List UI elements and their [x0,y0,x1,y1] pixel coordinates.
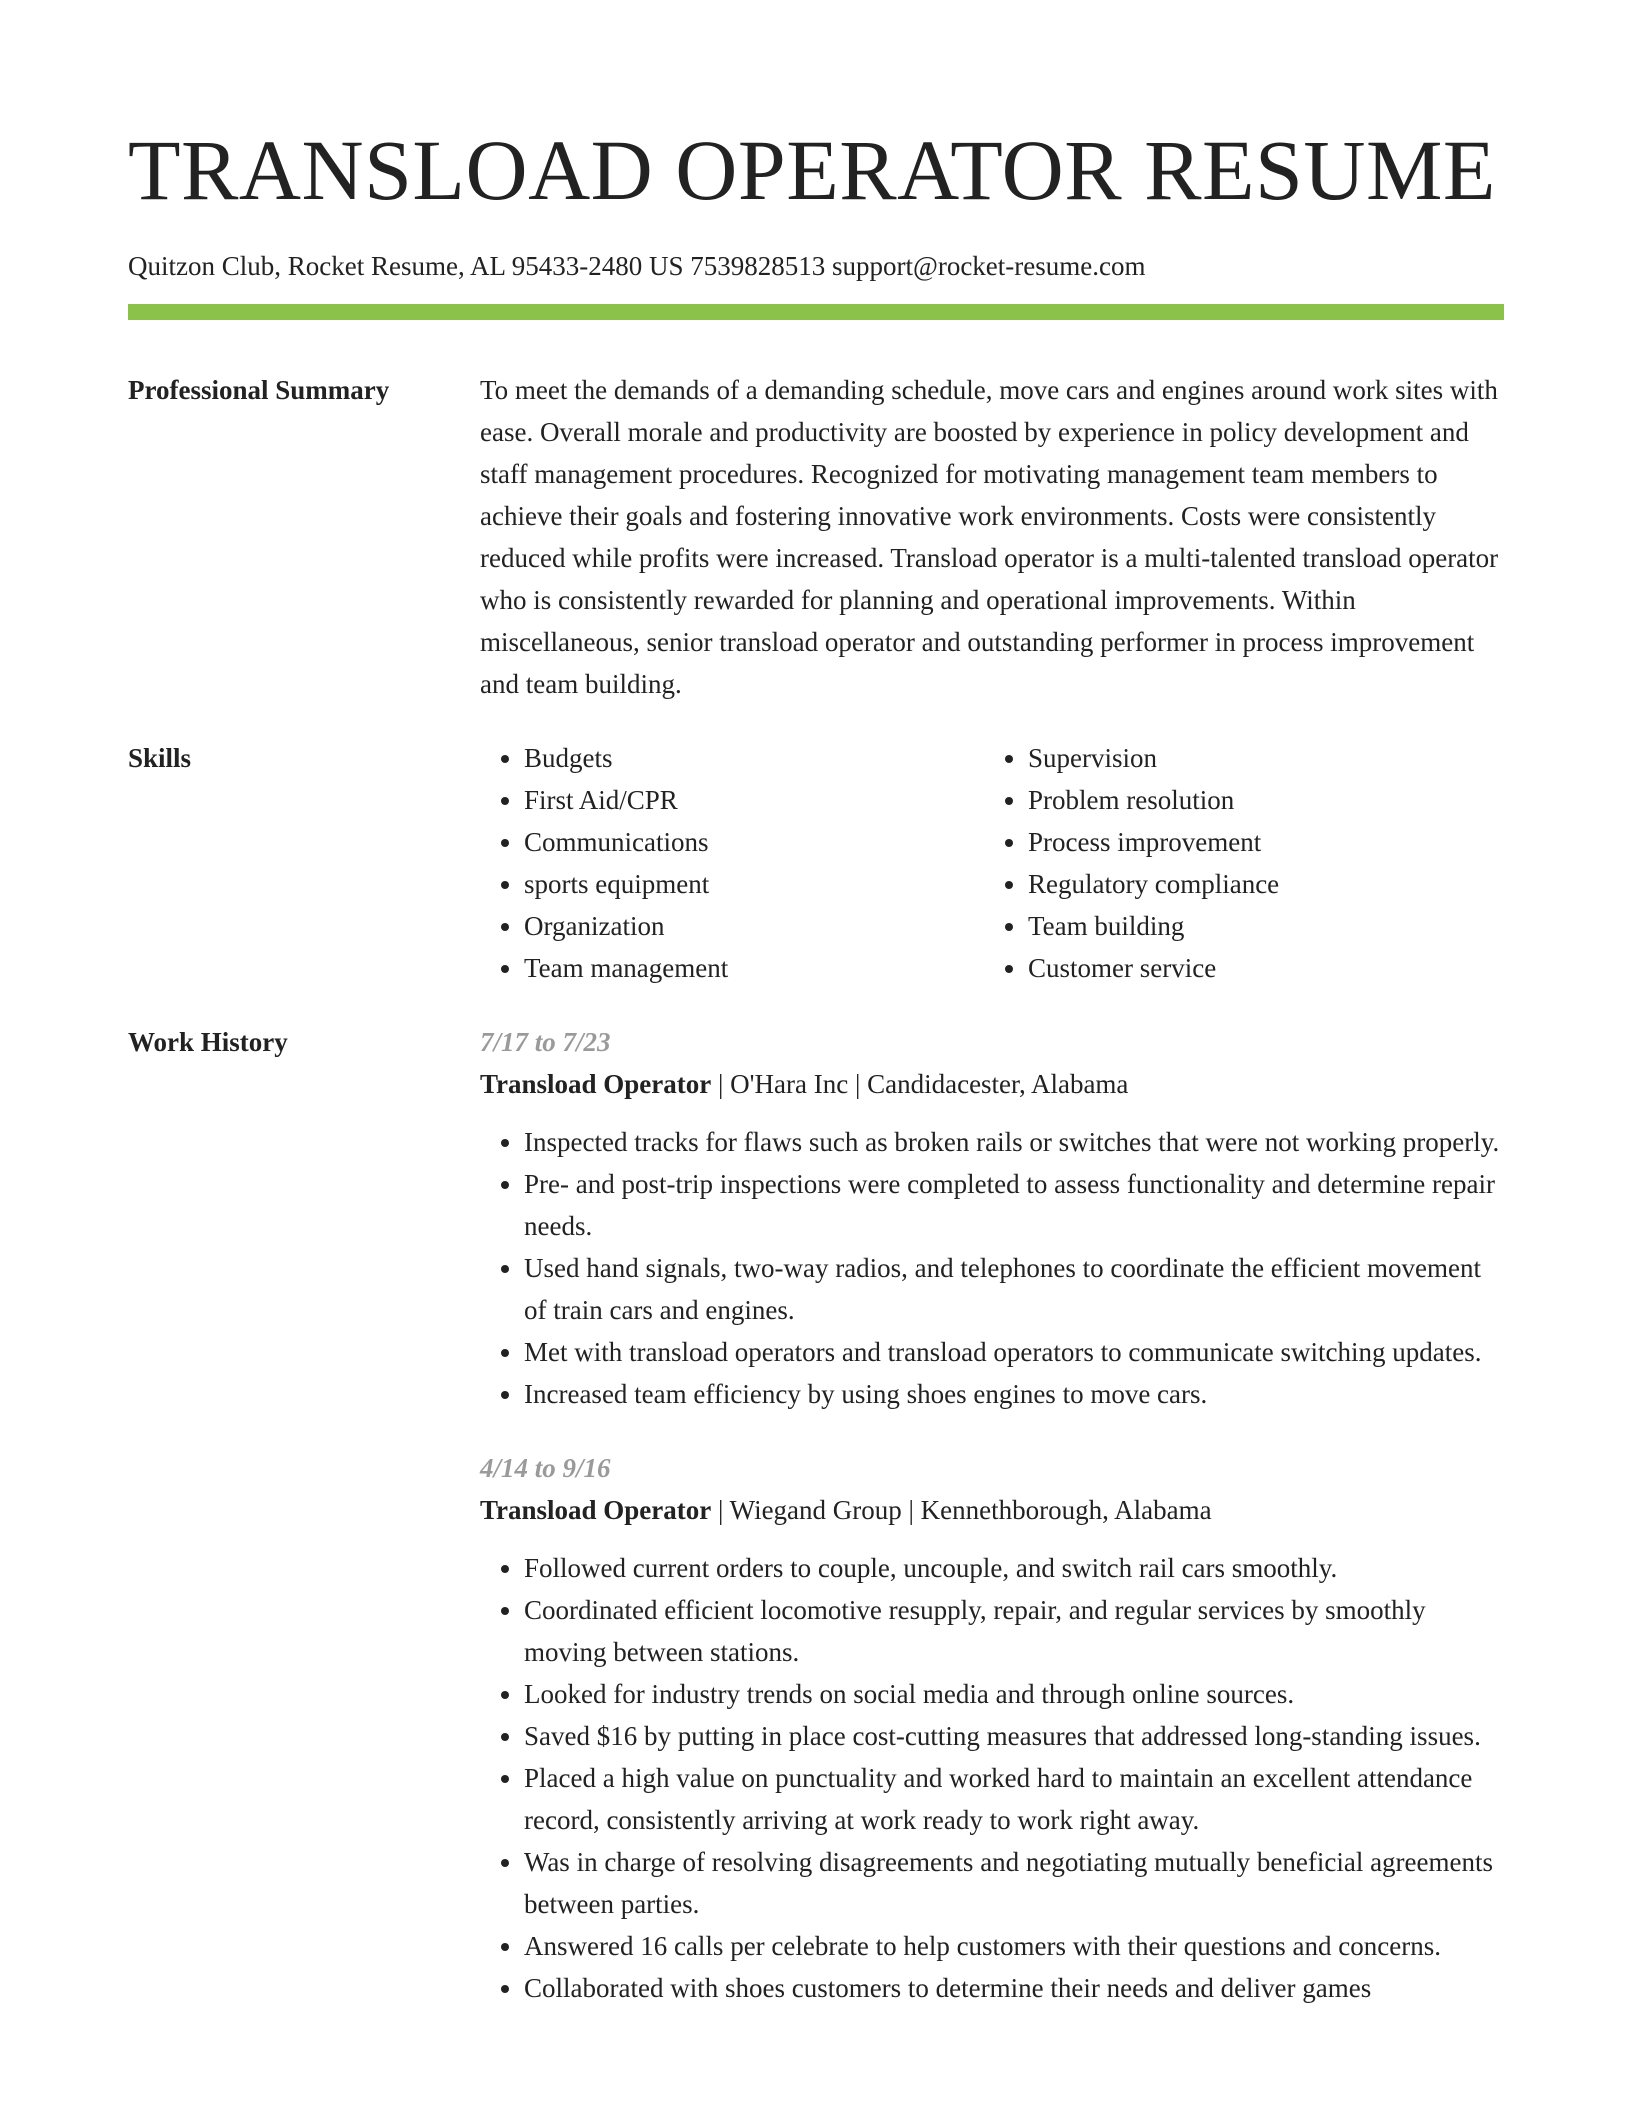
skill-item: • Process improvement [1028,821,1488,863]
job-bullet: • Was in charge of resolving disagreements and negotiating mutually beneficial agreements between parties. [524,1841,1504,1925]
summary-heading: Professional Summary [128,375,390,405]
skill-item: • First Aid/CPR [524,779,984,821]
job-title: Transload Operator [480,1495,712,1525]
skill-item: • Organization [524,905,984,947]
skill-item: • Supervision [1028,737,1488,779]
skill-item: • Customer service [1028,947,1488,989]
summary-text: To meet the demands of a demanding schedule, move cars and engines around work sites with ease. Overall morale and productivity are boosted by experience in policy development and staff management procedures. Recognized for motivating management team members to achieve their goals and fostering innovative work environments. Costs were consistently reduced while profits were increased. Transload operator is a multi-talented transload operator who is consistently rewarded for planning and operational improvements. Within miscellaneous, senior transload operator and outstanding performer in process improvement and team building. [480,375,1499,699]
skills-list-right [984,737,1488,989]
job-bullets [480,1121,1504,1415]
skill-item: • Problem resolution [1028,779,1488,821]
job-bullet: • Used hand signals, two-way radios, and telephones to coordinate the efficient movement of train cars and engines. [524,1247,1504,1331]
contact-line [128,248,1504,284]
job-bullet: • Met with transload operators and transload operators to communicate switching updates. [524,1331,1504,1373]
job-bullet: • Collaborated with shoes customers to determine their needs and deliver games [524,1967,1504,2009]
job-dates: 4/14 to 9/16 [480,1453,611,1483]
job-bullet: • Inspected tracks for flaws such as broken rails or switches that were not working properly. [524,1121,1504,1163]
job-header [480,1489,1504,1531]
job-bullet: • Increased team efficiency by using shoes engines to move cars. [524,1373,1504,1415]
job-details: | O'Hara Inc | Candidacester, Alabama [711,1069,1129,1099]
job-entry [480,1021,1504,1415]
job-bullet: • Coordinated efficient locomotive resupply, repair, and regular services by smoothly moving between stations. [524,1589,1504,1673]
contact-phone: 7539828513 [690,251,826,281]
skills-list-left [480,737,984,989]
skills-heading: Skills [128,743,192,773]
job-dates: 7/17 to 7/23 [480,1027,611,1057]
skill-item: • Communications [524,821,984,863]
skills-section [128,737,1504,989]
skill-item: • Team building [1028,905,1488,947]
skill-item: • sports equipment [524,863,984,905]
job-details: | Wiegand Group | Kennethborough, Alabama [711,1495,1212,1525]
summary-section [128,369,1504,705]
job-bullets [480,1547,1504,2009]
work-history-section [128,1021,1504,2041]
job-entry [480,1447,1504,2009]
job-title: Transload Operator [480,1069,712,1099]
work-history-heading: Work History [128,1027,288,1057]
job-bullet: • Placed a high value on punctuality and worked hard to maintain an excellent attendance record, consistently arriving at work ready to work right away. [524,1757,1504,1841]
job-header [480,1063,1504,1105]
contact-address: Quitzon Club, Rocket Resume, AL 95433-2480 US [128,251,684,281]
skill-item: • Budgets [524,737,984,779]
accent-divider [128,304,1504,320]
job-bullet: • Followed current orders to couple, uncouple, and switch rail cars smoothly. [524,1547,1504,1589]
job-bullet: • Answered 16 calls per celebrate to help customers with their questions and concerns. [524,1925,1504,1967]
contact-email: support@rocket-resume.com [831,251,1146,281]
resume-title: TRANSLOAD OPERATOR RESUME [128,122,1496,218]
skill-item: • Regulatory compliance [1028,863,1488,905]
job-bullet: • Looked for industry trends on social media and through online sources. [524,1673,1504,1715]
job-bullet: • Saved $16 by putting in place cost-cutting measures that addressed long-standing issues. [524,1715,1504,1757]
skill-item: • Team management [524,947,984,989]
job-bullet: • Pre- and post-trip inspections were completed to assess functionality and determine repair needs. [524,1163,1504,1247]
